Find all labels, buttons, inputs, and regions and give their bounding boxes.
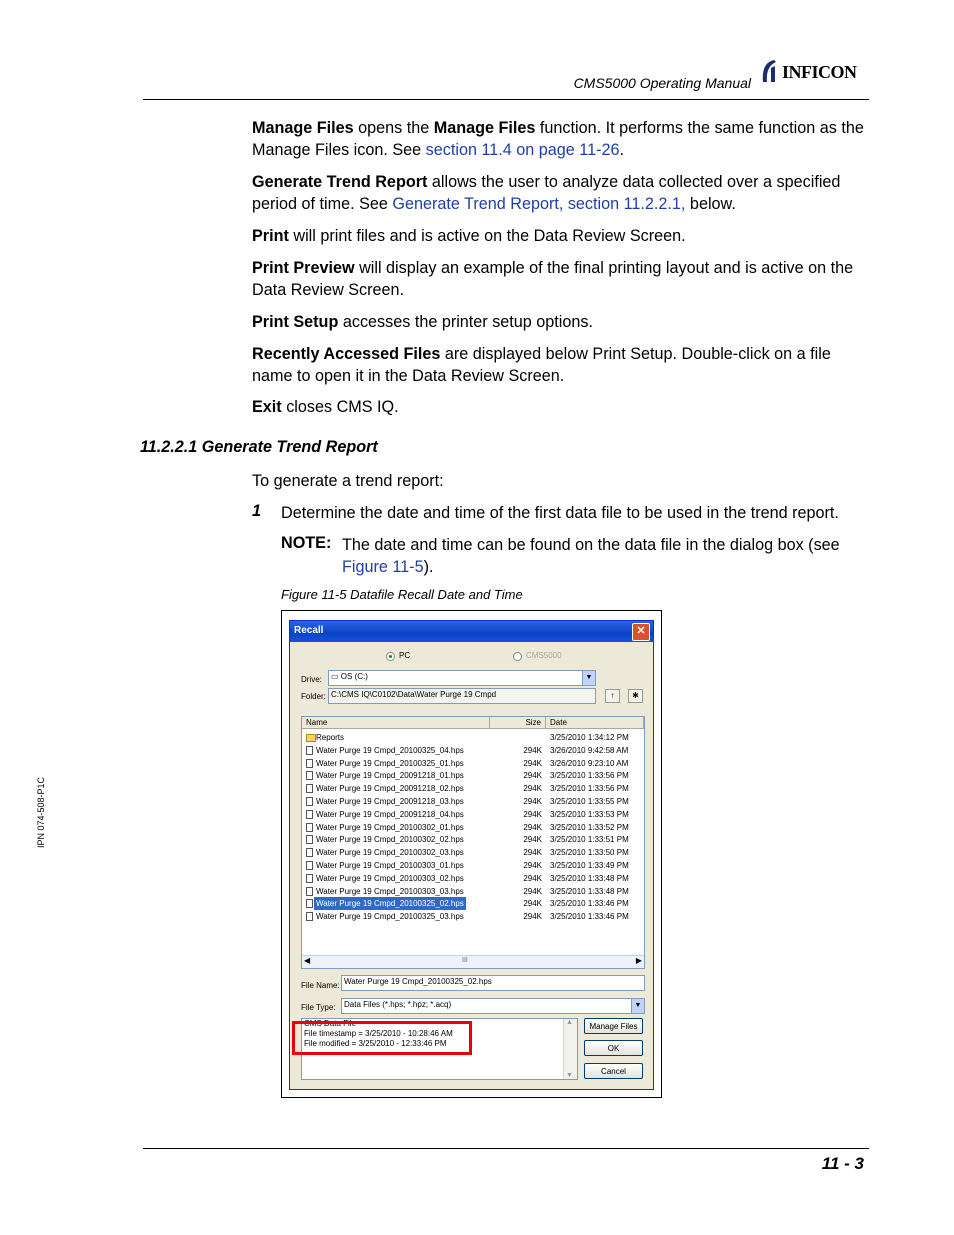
term: Recently Accessed Files	[252, 345, 441, 363]
step-number: 1	[252, 502, 262, 520]
folder-field[interactable]: C:\CMS IQ\C0102\Data\Water Purge 19 Cmpd	[328, 688, 596, 704]
scroll-down-icon[interactable]: ▼	[566, 1072, 573, 1079]
file-row[interactable]	[302, 885, 644, 898]
radio-pc[interactable]	[386, 652, 395, 661]
close-icon[interactable]: ✕	[632, 623, 650, 641]
file-name: Water Purge 19 Cmpd_20091218_01.hps	[316, 771, 464, 781]
term: Manage Files	[433, 119, 536, 137]
file-row[interactable]	[302, 808, 644, 821]
file-name: Water Purge 19 Cmpd_20100302_01.hps	[316, 822, 464, 832]
file-icon	[306, 784, 313, 793]
file-date: 3/25/2010 1:33:50 PM	[550, 848, 629, 858]
file-name: Reports	[316, 733, 345, 742]
file-size: 294K	[523, 899, 542, 909]
file-name: Water Purge 19 Cmpd_20100302_03.hps	[316, 848, 464, 858]
file-date: 3/25/2010 1:33:52 PM	[550, 822, 629, 832]
file-date: 3/25/2010 1:33:49 PM	[550, 861, 629, 870]
para-print-setup	[252, 311, 872, 333]
side-label: IPN 074-508-P1C	[36, 776, 46, 848]
file-row[interactable]	[302, 910, 644, 923]
inficon-logo	[760, 58, 872, 84]
chevron-down-icon[interactable]: ▼	[631, 999, 644, 1013]
file-icon	[306, 759, 313, 768]
scroll-left-icon[interactable]: ◀	[304, 956, 311, 965]
file-size: 294K	[523, 912, 542, 922]
file-date: 3/25/2010 1:33:51 PM	[550, 835, 629, 845]
file-list[interactable]	[301, 716, 645, 969]
file-size: 294K	[523, 835, 542, 845]
file-name: Water Purge 19 Cmpd_20100303_03.hps	[316, 886, 464, 896]
para-print-preview	[252, 257, 872, 301]
ok-button[interactable]: OK	[584, 1040, 643, 1056]
file-date: 3/25/2010 1:33:56 PM	[550, 771, 629, 781]
term: Print Preview	[252, 259, 355, 277]
scroll-grip: III	[462, 957, 468, 964]
file-row[interactable]	[302, 782, 644, 795]
file-row[interactable]	[302, 757, 644, 770]
text: below.	[685, 195, 736, 213]
term: Print Setup	[252, 313, 339, 331]
radio-cms5000-label: CMS5000	[526, 651, 562, 660]
text: accesses the printer setup options.	[338, 313, 593, 331]
file-date: 3/25/2010 1:33:46 PM	[550, 912, 629, 922]
cancel-button[interactable]: Cancel	[584, 1063, 643, 1079]
text: will display an example of the final printing layout and is active on the Data Review Screen.	[252, 259, 854, 299]
text: ).	[423, 558, 434, 576]
term: Exit	[252, 398, 282, 416]
filename-label: File Name:	[301, 981, 340, 990]
file-size: 294K	[523, 771, 542, 781]
file-size: 294K	[523, 822, 542, 832]
text: allows the user to analyze data collected over a specified period of time. See	[252, 173, 841, 213]
file-size: 294K	[523, 848, 542, 858]
folder-label: Folder:	[301, 692, 326, 701]
file-name: Water Purge 19 Cmpd_20100303_01.hps	[316, 861, 464, 870]
file-date: 3/25/2010 1:33:56 PM	[550, 784, 629, 794]
file-row[interactable]	[302, 872, 644, 885]
folder-row[interactable]	[302, 731, 644, 744]
file-icon	[306, 810, 313, 819]
file-size: 294K	[523, 873, 542, 883]
recall-dialog	[289, 620, 654, 1090]
figure-caption: Figure 11-5 Datafile Recall Date and Time	[281, 587, 523, 602]
info-modified: File modified = 3/25/2010 - 12:33:46 PM	[304, 1039, 447, 1048]
file-date: 3/26/2010 9:42:58 AM	[550, 745, 629, 755]
info-timestamp: File timestamp = 3/25/2010 - 10:28:46 AM	[304, 1029, 453, 1038]
horizontal-scrollbar[interactable]	[302, 955, 644, 968]
drive-select[interactable]	[328, 670, 596, 686]
file-name: Water Purge 19 Cmpd_20100325_02.hps	[316, 899, 464, 909]
file-icon	[306, 848, 313, 857]
filetype-label: File Type:	[301, 1003, 336, 1012]
footer-rule	[143, 1148, 869, 1149]
file-name: Water Purge 19 Cmpd_20100302_02.hps	[316, 835, 464, 845]
file-date: 3/25/2010 1:33:55 PM	[550, 797, 629, 806]
text: .	[619, 141, 624, 159]
figure-link[interactable]: Figure 11-5	[342, 558, 424, 576]
col-header-date[interactable]: Date	[546, 717, 644, 729]
filename-input[interactable]: Water Purge 19 Cmpd_20100325_02.hps	[341, 975, 645, 991]
file-row[interactable]	[302, 769, 644, 782]
text: will print files and is active on the Data Review Screen.	[288, 227, 686, 245]
manage-files-button[interactable]: Manage Files	[584, 1018, 643, 1034]
para-recent-files	[252, 343, 872, 387]
scroll-right-icon[interactable]: ▶	[635, 956, 642, 965]
file-icon	[306, 823, 313, 832]
text: function. It performs the same function as the Manage Files icon. See	[252, 119, 864, 159]
file-date: 3/25/2010 1:33:48 PM	[550, 886, 629, 896]
file-icon	[306, 797, 313, 806]
inficon-swoosh-icon	[760, 58, 780, 84]
text: opens the	[353, 119, 434, 137]
note-text	[342, 534, 870, 578]
file-size: 294K	[523, 758, 542, 768]
file-row[interactable]	[302, 846, 644, 859]
file-date: 3/25/2010 1:33:48 PM	[550, 873, 629, 883]
file-row[interactable]	[302, 897, 644, 910]
file-row[interactable]	[302, 795, 644, 808]
file-row[interactable]	[302, 833, 644, 846]
file-size: 294K	[523, 745, 542, 755]
section-link[interactable]: section 11.4 on page 11-26	[425, 141, 620, 159]
drive-label: Drive:	[301, 675, 322, 684]
section-heading: 11.2.2.1 Generate Trend Report	[140, 438, 378, 456]
page-number: 11 - 3	[821, 1154, 864, 1173]
file-name: Water Purge 19 Cmpd_20091218_03.hps	[316, 797, 464, 806]
radio-pc-label: PC	[399, 651, 411, 660]
intro-text: To generate a trend report:	[252, 472, 444, 490]
file-icon	[306, 746, 313, 755]
dialog-titlebar	[290, 621, 653, 642]
col-header-size[interactable]	[490, 717, 546, 729]
file-icon	[306, 835, 313, 844]
note-label: NOTE:	[281, 534, 332, 552]
up-folder-icon[interactable]: ↑	[605, 689, 620, 703]
scroll-up-icon[interactable]: ▲	[566, 1019, 573, 1026]
file-icon	[306, 861, 313, 870]
file-name: Water Purge 19 Cmpd_20100303_02.hps	[316, 873, 464, 883]
dialog-title: Recall	[294, 625, 324, 636]
step-text: Determine the date and time of the first data file to be used in the trend report.	[281, 504, 839, 522]
para-exit	[252, 396, 872, 418]
file-row[interactable]	[302, 821, 644, 834]
file-date: 3/25/2010 1:34:12 PM	[550, 733, 629, 742]
file-icon	[306, 771, 313, 780]
file-icon	[306, 874, 313, 883]
file-size: 294K	[523, 886, 542, 896]
file-icon	[306, 912, 313, 921]
file-date: 3/25/2010 1:33:53 PM	[550, 809, 629, 819]
section-link[interactable]: Generate Trend Report, section 11.2.2.1,	[392, 195, 686, 213]
file-name: Water Purge 19 Cmpd_20091218_04.hps	[316, 809, 464, 819]
folder-icon	[306, 734, 316, 742]
filetype-select[interactable]	[341, 998, 645, 1014]
text: The date and time can be found on the data file in the dialog box (see	[342, 536, 840, 554]
para-print	[252, 225, 872, 247]
new-folder-icon[interactable]: ✱	[628, 689, 643, 703]
col-header-name[interactable]: Name	[302, 717, 490, 729]
file-date: 3/25/2010 1:33:46 PM	[550, 899, 629, 909]
file-size: 294K	[523, 809, 542, 819]
file-size: 294K	[523, 861, 542, 870]
highlight-box	[292, 1021, 472, 1055]
info-line: CMS Data File	[304, 1019, 357, 1028]
file-size: 294K	[523, 797, 542, 806]
drive-value: OS (C:)	[340, 672, 368, 681]
vertical-scrollbar[interactable]	[563, 1019, 577, 1079]
filetype-value: Data Files (*.hps; *.hpz; *.acq)	[344, 1000, 452, 1009]
file-name: Water Purge 19 Cmpd_20100325_04.hps	[316, 745, 464, 755]
file-name: Water Purge 19 Cmpd_20100325_03.hps	[316, 912, 464, 922]
term: Print	[252, 227, 289, 245]
file-row[interactable]	[302, 744, 644, 757]
text: are displayed below Print Setup. Double-click on a file name to open it in the Data Review Screen.	[252, 345, 831, 385]
term: Manage Files	[252, 119, 354, 137]
file-name: Water Purge 19 Cmpd_20100325_01.hps	[316, 758, 464, 768]
file-name: Water Purge 19 Cmpd_20091218_02.hps	[316, 784, 464, 794]
file-date: 3/26/2010 9:23:10 AM	[550, 758, 629, 768]
para-generate-trend	[252, 171, 872, 215]
file-icon	[306, 887, 313, 896]
header-rule	[143, 99, 869, 100]
drive-icon: ▭	[331, 672, 339, 681]
text: closes CMS IQ.	[281, 398, 399, 416]
file-icon	[306, 899, 313, 908]
para-manage-files	[252, 117, 872, 161]
file-row[interactable]	[302, 859, 644, 872]
running-header-title: CMS5000 Operating Manual	[573, 75, 751, 91]
radio-cms5000[interactable]	[513, 652, 522, 661]
file-size: 294K	[523, 784, 542, 794]
term: Generate Trend Report	[252, 173, 428, 191]
size-text: Size	[525, 718, 541, 727]
chevron-down-icon[interactable]: ▼	[582, 671, 595, 685]
logo-text: INFICON	[782, 62, 857, 82]
